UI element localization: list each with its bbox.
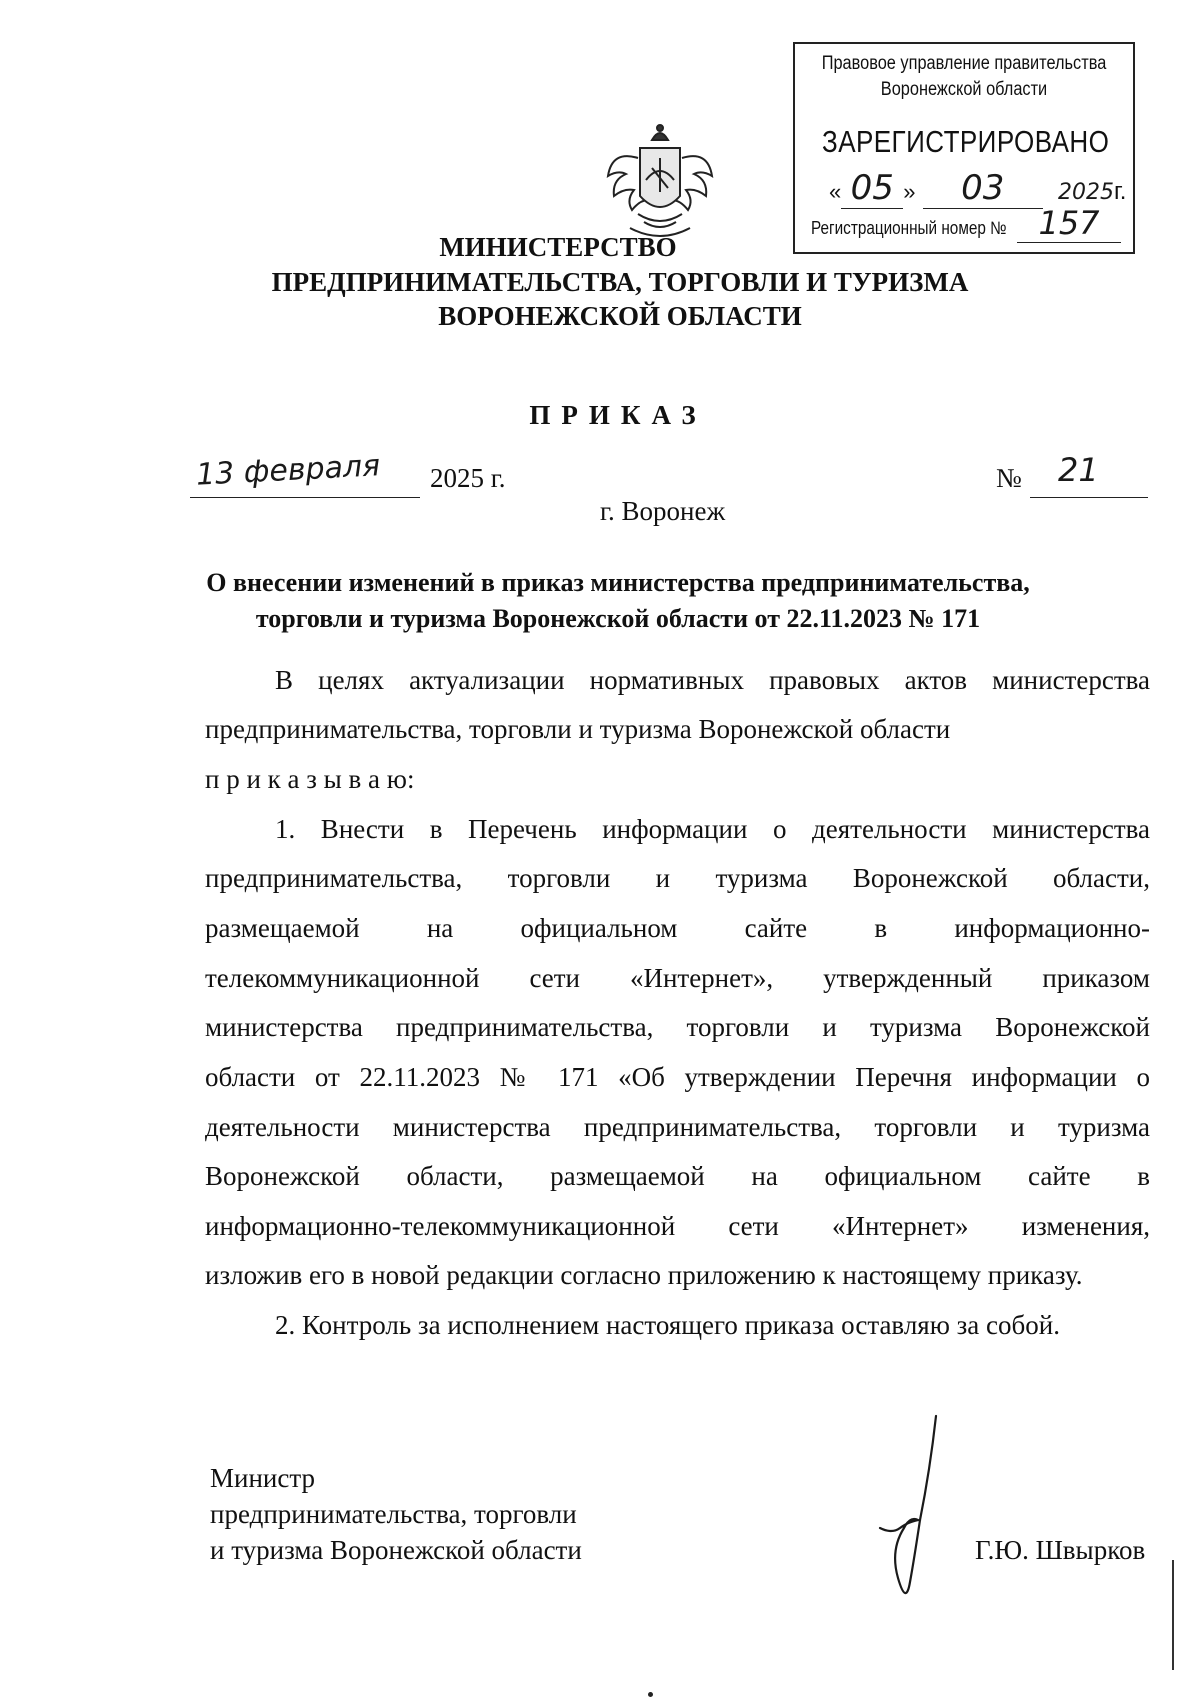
order-number-handwritten: 21 [1058, 451, 1099, 489]
handwritten-signature [870, 1410, 950, 1620]
item1-line7: деятельности министерства предпринимательства, торговли и туризма [205, 1112, 1150, 1142]
item1-line1: 1. Внести в Перечень информации о деятельности министерства [275, 814, 1150, 844]
item1-line6: области от 22.11.2023 № 171 «Об утверждении Перечня информации о [205, 1062, 1150, 1092]
stamp-day: 05 [841, 168, 903, 209]
item1-line2: предпринимательства, торговли и туризма Воронежской области, [205, 863, 1150, 893]
item2-line: 2. Контроль за исполнением настоящего приказа оставляю за собой. [275, 1310, 1060, 1340]
ministry-title-line2: ПРЕДПРИНИМАТЕЛЬСТВА, ТОРГОВЛИ И ТУРИЗМА [271, 267, 969, 297]
stamp-month: 03 [923, 168, 1043, 209]
stamp-org-line1: Правовое управление правительства [821, 53, 1107, 74]
order-city: г. Воронеж [600, 496, 726, 526]
item1-line3: размещаемой на официальном сайте в информационно- [205, 913, 1150, 943]
intro-line2: предпринимательства, торговли и туризма Воронежской области [205, 714, 951, 744]
scan-dot [648, 1692, 653, 1697]
stamp-registered: ЗАРЕГИСТРИРОВАНО [822, 124, 1110, 159]
order-number-field [1030, 451, 1148, 498]
order-date-handwritten: 13 февраля [195, 448, 381, 493]
stamp-reg-row [811, 218, 1041, 239]
registration-stamp [793, 42, 1135, 254]
item1-line9: информационно-телекоммуникационной сети «Интернет» изменения, [205, 1211, 1150, 1241]
stamp-year: 2025 [1057, 180, 1114, 205]
signatory-name: Г.Ю. Швырков [975, 1535, 1146, 1565]
item1-line5: министерства предпринимательства, торговли и туризма Воронежской [205, 1012, 1150, 1042]
intro-line1: В целях актуализации нормативных правовых актов министерства [275, 665, 1150, 695]
stamp-reg-number: 157 [1017, 204, 1121, 243]
decree-word: п р и к а з ы в а ю: [205, 764, 415, 794]
stamp-org-line2: Воронежской области [880, 79, 1048, 100]
order-number-label: № [996, 463, 1022, 493]
order-subject-line2: торговли и туризма Воронежской области от 22.11.2023 № 171 [255, 604, 981, 633]
signatory-position-line1: Министр [210, 1463, 315, 1493]
item1-line8: Воронежской области, размещаемой на официальном сайте в [205, 1161, 1150, 1191]
scan-edge-mark [1172, 1560, 1174, 1670]
item1-last-line: изложив его в новой редакции согласно приложению к настоящему приказу. [205, 1260, 1083, 1290]
stamp-reg-label: Регистрационный номер № [811, 218, 1007, 238]
order-year: 2025 г. [430, 463, 506, 493]
ministry-title-line1: МИНИСТЕРСТВО [439, 232, 677, 262]
ministry-title-line3: ВОРОНЕЖСКОЙ ОБЛАСТИ [438, 301, 802, 331]
order-subject-line1: О внесении изменений в приказ министерства предпринимательства, [206, 568, 1030, 597]
stamp-year-suffix: г. [1113, 178, 1127, 205]
order-date-field [190, 448, 420, 498]
stamp-date: « 05 » 03 2025г. [829, 168, 1127, 208]
signatory-position-line3: и туризма Воронежской области [210, 1535, 582, 1565]
signatory-position-line2: предпринимательства, торговли [210, 1499, 577, 1529]
coat-of-arms-emblem [600, 118, 720, 243]
order-title: ПРИКАЗ [529, 400, 707, 430]
item1-line4: телекоммуникационной сети «Интернет», утвержденный приказом [205, 963, 1150, 993]
